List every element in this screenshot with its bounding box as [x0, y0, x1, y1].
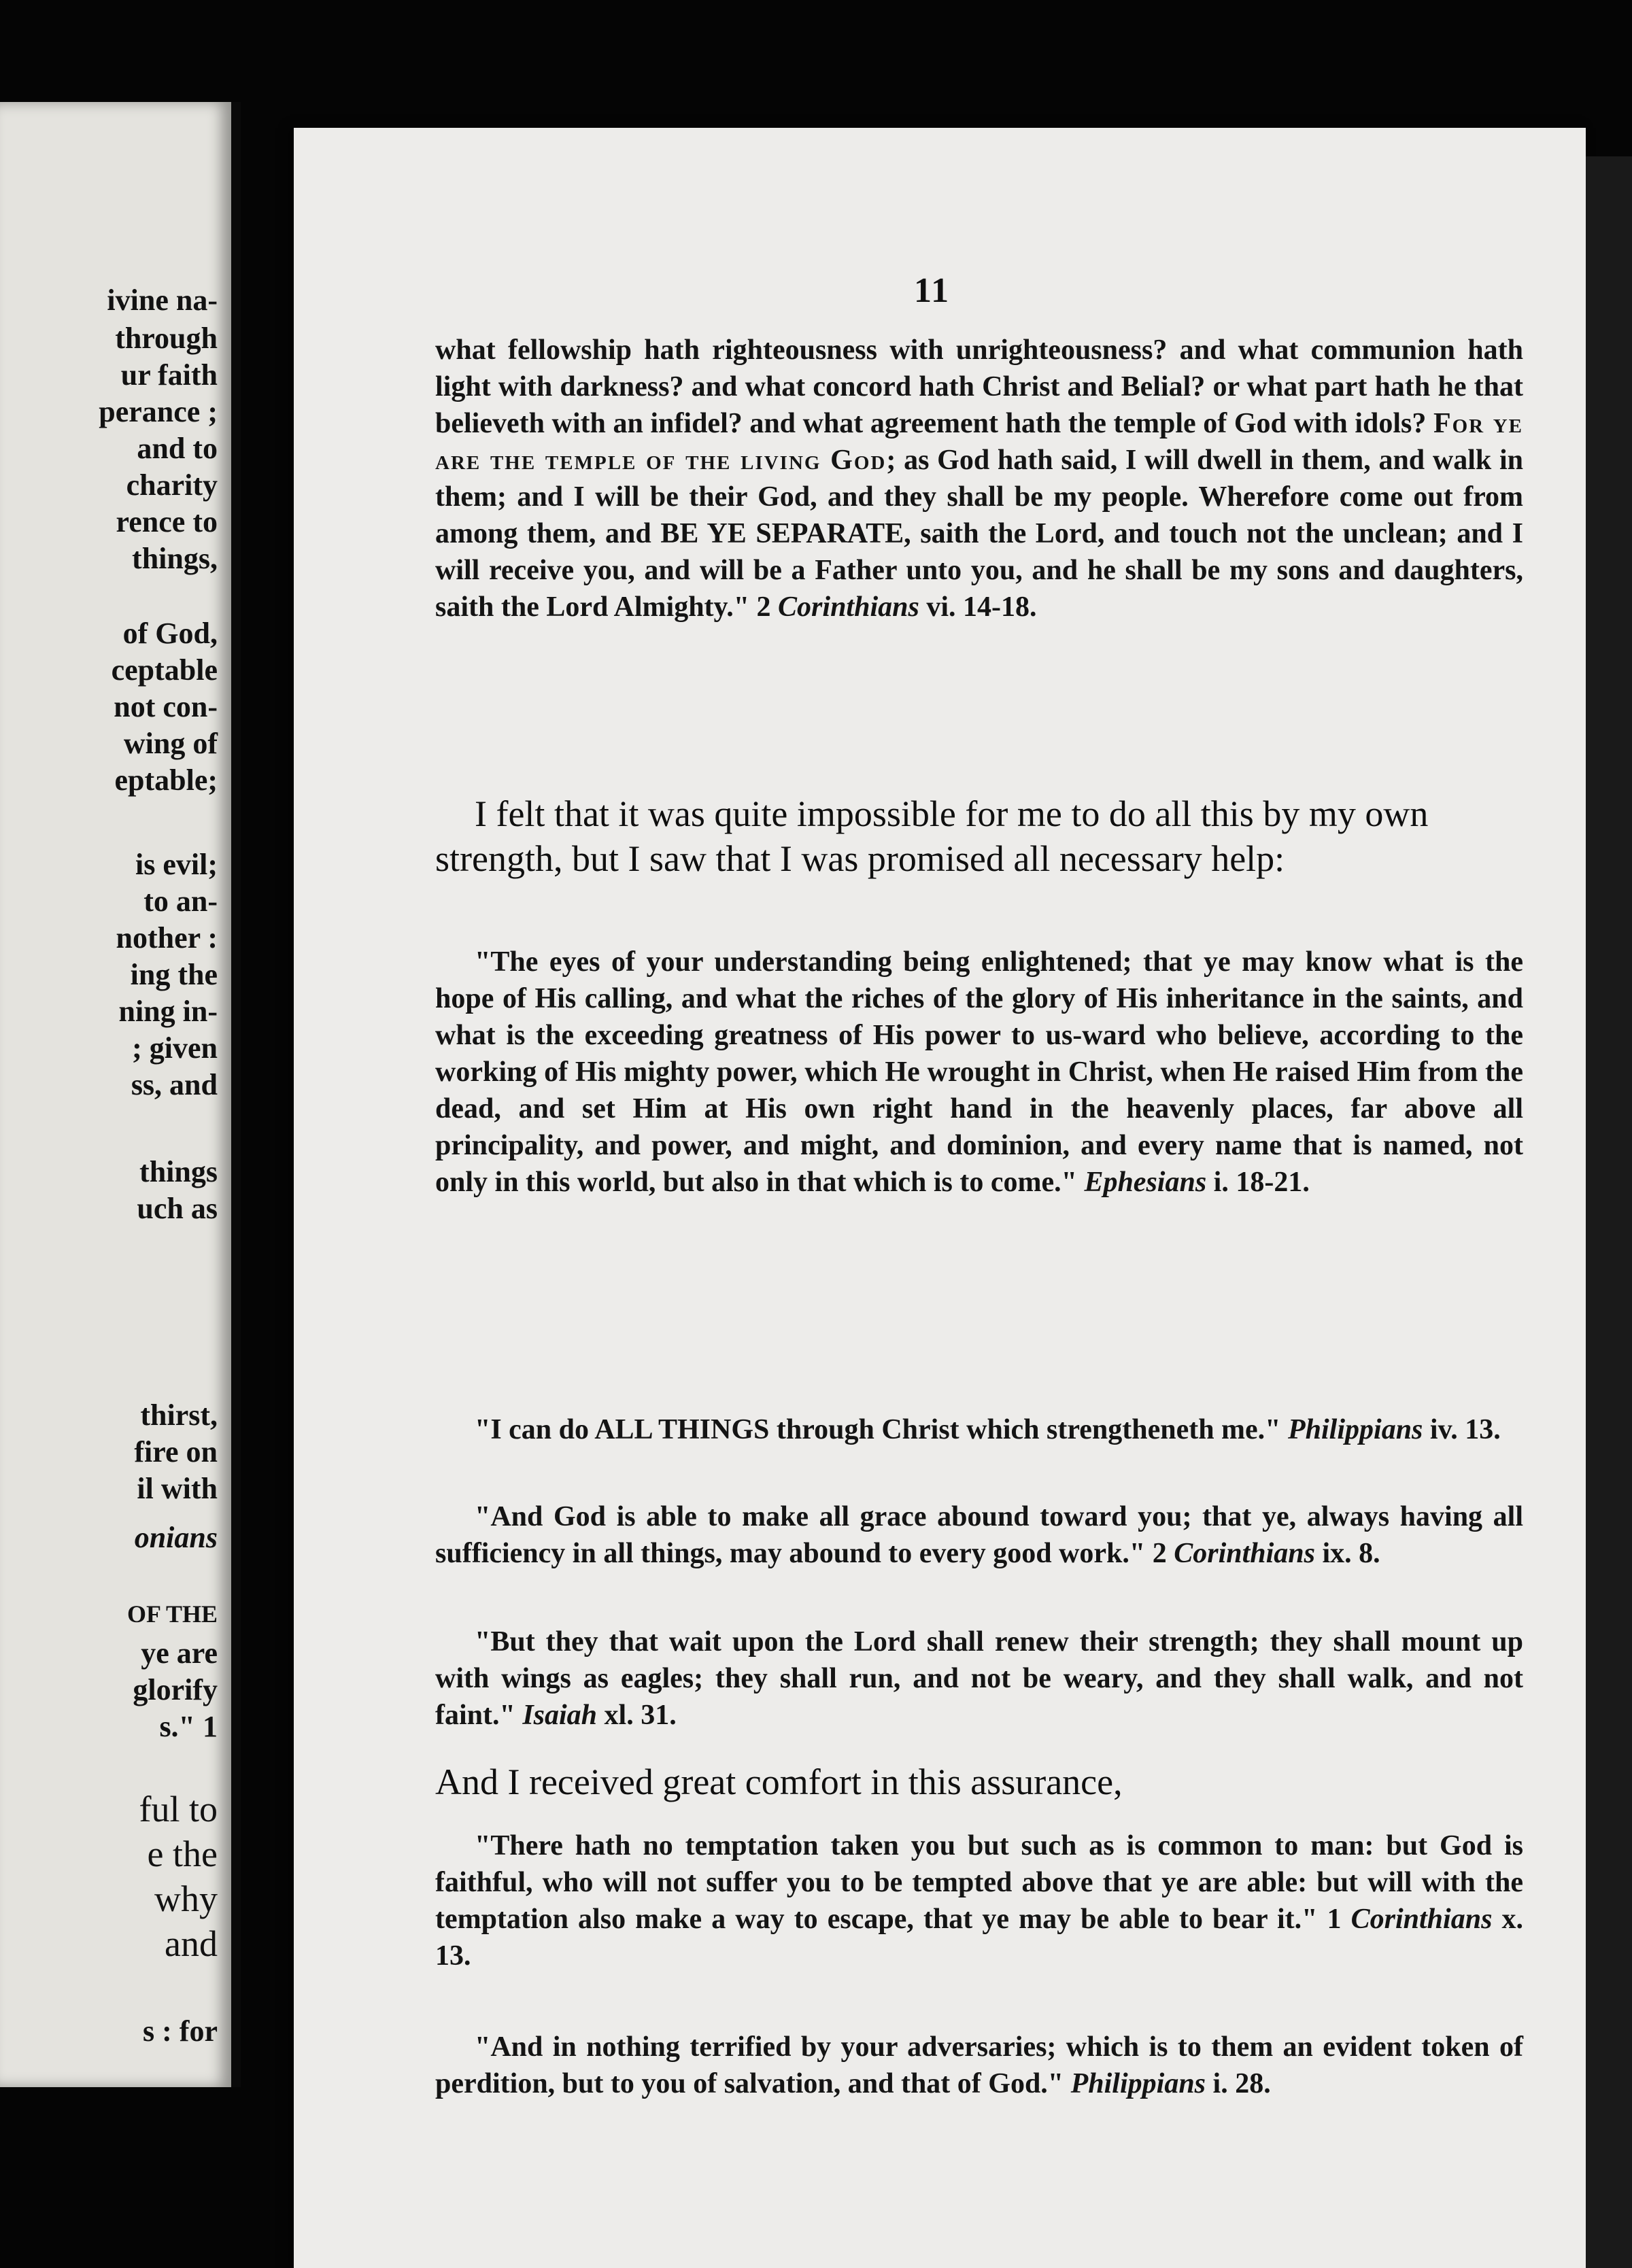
left-fragment: s." 1	[159, 1710, 218, 1743]
citation-reference: i. 28.	[1212, 2068, 1271, 2099]
left-fragment: fire on	[134, 1435, 218, 1468]
left-fragment: s : for	[143, 2014, 218, 2048]
citation-reference: ix. 8.	[1322, 1538, 1380, 1569]
scripture-quote-isaiah-40	[435, 1623, 1523, 1734]
left-fragment: uch as	[137, 1192, 218, 1225]
quote-text: "I can do ALL THINGS through Christ which strengtheneth me."	[475, 1414, 1281, 1445]
left-fragment: wing of	[123, 727, 218, 760]
quote-text: "But they that wait upon the Lord shall renew their strength; they shall mount up with wings as eagles; they shall run, and not be weary, and they shall walk, and not faint."	[435, 1626, 1523, 1731]
left-fragment: to an-	[143, 884, 218, 918]
citation-book: Corinthians	[1174, 1538, 1316, 1569]
left-fragment: ur faith	[120, 358, 218, 392]
quote-text: "The eyes of your understanding being enlightened; that ye may know what is the hope of His calling, and what the riches of the glory of His inheritance in the saints, and what is the exceeding greatness of His power to us-ward who believe, according to the working of His mighty power, which He wrought in Christ, when He raised Him from the dead, and set Him at His own right hand in the heavenly places, far above all principality, and power, and might, and dominion, and every name that is named, not only in this world, but also in that which is to come."	[435, 946, 1523, 1198]
scripture-quote-2-corinthians-6	[435, 332, 1523, 625]
citation-reference: i. 18-21.	[1213, 1167, 1310, 1198]
narrative-paragraph-1: I felt that it was quite impossible for me to do all this by my own strength, but I saw that I was promised all necessary help:	[435, 793, 1429, 879]
narrative-paragraph-2: And I received great comfort in this assurance,	[435, 1762, 1123, 1802]
left-fragment: perance ;	[99, 395, 218, 428]
left-fragment: thirst,	[140, 1398, 218, 1432]
left-fragment: not con-	[114, 690, 218, 723]
left-fragment: ning in-	[118, 995, 218, 1028]
left-fragment: through	[115, 322, 218, 355]
left-fragment: things,	[132, 542, 218, 575]
scripture-quote-ephesians-1	[435, 944, 1523, 1201]
quote-text: what fellowship hath righteousness with unrighteousness? and what communion hath light with darkness? and what concord hath Christ and Belial? or what part hath he that believeth with an infidel? and what agreement hath the temple of God with idols?	[435, 334, 1523, 439]
left-fragment: e the	[147, 1834, 218, 1874]
left-fragment: OF THE	[126, 1600, 218, 1628]
left-fragment: why	[154, 1878, 218, 1919]
citation-reference: xl. 31.	[604, 1700, 677, 1731]
left-fragment: charity	[126, 468, 218, 502]
citation-reference: iv. 13.	[1429, 1414, 1501, 1445]
page-number: 11	[914, 271, 951, 310]
left-fragment: onians	[134, 1521, 218, 1554]
citation-book: Corinthians	[1350, 1904, 1493, 1935]
right-page	[294, 128, 1586, 2268]
left-fragment: and	[165, 1923, 218, 1964]
left-fragment: is evil;	[135, 848, 218, 881]
citation-reference: x. 13.	[435, 1904, 1523, 1972]
left-fragment: rence to	[116, 505, 218, 538]
quote-text-continued: ; as God hath said, I will dwell in them, and walk in them; and I will be their God, and they shall be my people. Wherefore come out from among them, and BE YE SEPARATE, saith the Lord, and touch not the unclean; and I will receive you, and will be a Father unto you, and he shall be my sons and daughters, saith the Lord Almighty." 2	[435, 445, 1524, 623]
left-fragment: ful to	[139, 1789, 218, 1829]
left-fragment: glorify	[133, 1673, 218, 1706]
citation-book: Corinthians	[778, 591, 919, 623]
left-fragment: il with	[137, 1472, 218, 1505]
scripture-quote-philippians-4	[435, 1411, 1523, 1448]
left-fragment: eptable;	[114, 763, 218, 797]
scripture-quote-2-corinthians-9	[435, 1498, 1523, 1572]
quote-text: "There hath no temptation taken you but such as is common to man: but God is faithful, who will not suffer you to be tempted above that ye are able: but will with the temptation also make a way to escape, that ye may be able to bear it." 1	[435, 1830, 1523, 1935]
quote-small-caps: For ye are the temple of the living God	[435, 408, 1523, 476]
quote-text: "And God is able to make all grace abound toward you; that ye, always having all sufficiency in all things, may abound to every good work." 2	[435, 1501, 1523, 1569]
page-gutter	[231, 102, 241, 2087]
left-fragment: ceptable	[111, 653, 218, 687]
scripture-quote-1-corinthians-10	[435, 1827, 1523, 1974]
citation-book: Isaiah	[522, 1700, 598, 1731]
citation-book: Philippians	[1288, 1414, 1423, 1445]
quote-text: "And in nothing terrified by your adversaries; which is to them an evident token of perdition, but to you of salvation, and that of God."	[435, 2031, 1523, 2099]
citation-book: Ephesians	[1084, 1167, 1207, 1198]
left-fragment: and to	[137, 432, 218, 465]
citation-reference: vi. 14-18.	[926, 591, 1037, 623]
scan-right-border	[1586, 156, 1632, 2268]
left-fragment: ye are	[141, 1636, 218, 1670]
left-fragment: things	[139, 1155, 218, 1188]
left-fragment: ss, and	[131, 1068, 218, 1101]
scripture-quote-philippians-1	[435, 2029, 1523, 2102]
left-fragment: ivine na-	[107, 284, 218, 317]
citation-book: Philippians	[1070, 2068, 1206, 2099]
left-fragment: ; given	[132, 1031, 218, 1065]
left-fragment: of God,	[122, 617, 218, 650]
left-facing-page	[0, 102, 231, 2087]
left-fragment: ing the	[130, 958, 218, 991]
left-fragment: nother :	[116, 921, 218, 955]
